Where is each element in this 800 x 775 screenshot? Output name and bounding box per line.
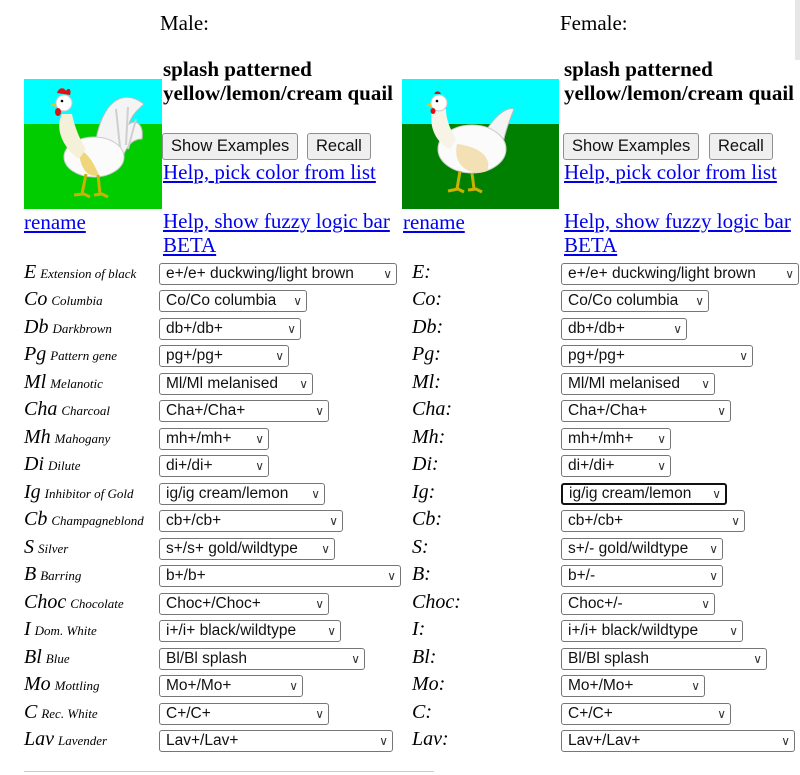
- female-gene-label: Db:: [412, 316, 444, 338]
- select-value: Lav+/Lav+: [166, 732, 239, 749]
- female-gene-label: Co:: [412, 288, 442, 310]
- female-select-cha[interactable]: [561, 400, 731, 422]
- gene-symbol: Co: [24, 288, 48, 310]
- chevron-down-icon: ∨: [299, 377, 308, 391]
- male-show-examples-button[interactable]: Show Examples: [162, 133, 298, 160]
- gene-label-mh: [24, 426, 110, 449]
- gene-symbol: Di: [24, 453, 44, 475]
- select-value: C+/C+: [166, 705, 211, 722]
- chevron-down-icon: ∨: [691, 679, 700, 693]
- male-select-cb[interactable]: [159, 510, 343, 532]
- gene-name: Mahogany: [54, 431, 111, 446]
- select-value: i+/i+ black/wildtype: [568, 622, 699, 639]
- male-select-i[interactable]: [159, 620, 341, 642]
- select-value: Choc+/-: [568, 595, 623, 612]
- female-gene-label: S:: [412, 536, 429, 558]
- male-select-co[interactable]: [159, 290, 307, 312]
- chevron-down-icon: ∨: [327, 624, 336, 638]
- female-select-ig[interactable]: [561, 483, 727, 505]
- select-value: mh+/mh+: [568, 430, 634, 447]
- female-select-choc[interactable]: [561, 593, 715, 615]
- gene-name: Dom. White: [34, 623, 97, 638]
- chevron-down-icon: ∨: [717, 404, 726, 418]
- female-gene-label: C:: [412, 701, 432, 723]
- select-value: Co/Co columbia: [166, 292, 277, 309]
- select-value: Cha+/Cha+: [166, 402, 246, 419]
- female-select-mo[interactable]: [561, 675, 705, 697]
- male-select-di[interactable]: [159, 455, 269, 477]
- female-color-name: splash patterned yellow/lemon/cream quail: [564, 57, 795, 105]
- chevron-down-icon: ∨: [383, 267, 392, 281]
- chevron-down-icon: ∨: [695, 294, 704, 308]
- chevron-down-icon: ∨: [293, 294, 302, 308]
- gene-name: Charcoal: [61, 403, 110, 418]
- female-select-b[interactable]: [561, 565, 723, 587]
- gene-label-i: [24, 618, 97, 641]
- gene-symbol: Pg: [24, 343, 47, 365]
- gene-label-mo: [24, 673, 99, 696]
- male-rename-link[interactable]: rename: [24, 210, 86, 234]
- female-select-cb[interactable]: [561, 510, 745, 532]
- gene-name: Mottling: [54, 678, 100, 693]
- chevron-down-icon: ∨: [315, 707, 324, 721]
- gene-name: Rec. White: [41, 706, 98, 721]
- rooster-image: [24, 79, 162, 209]
- chevron-down-icon: ∨: [379, 734, 388, 748]
- chevron-down-icon: ∨: [311, 487, 320, 501]
- female-select-e[interactable]: [561, 263, 799, 285]
- gene-label-di: [24, 453, 81, 476]
- female-show-examples-button[interactable]: Show Examples: [563, 133, 699, 160]
- chevron-down-icon: ∨: [729, 624, 738, 638]
- gene-label-bl: [24, 646, 70, 669]
- gene-name: Extension of black: [40, 266, 137, 281]
- select-value: Mo+/Mo+: [568, 677, 634, 694]
- gene-name: Chocolate: [70, 596, 124, 611]
- gene-symbol: Db: [24, 316, 49, 338]
- female-help-fuzzy-link[interactable]: Help, show fuzzy logic bar BETA: [564, 209, 791, 257]
- chevron-down-icon: ∨: [781, 734, 790, 748]
- gene-label-lav: [24, 728, 107, 751]
- select-value: Cha+/Cha+: [568, 402, 648, 419]
- gene-name: Dilute: [48, 458, 81, 473]
- female-select-pg[interactable]: [561, 345, 753, 367]
- female-select-bl[interactable]: [561, 648, 767, 670]
- gene-name: Silver: [38, 541, 69, 556]
- select-value: e+/e+ duckwing/light brown: [166, 265, 354, 282]
- gene-symbol: B: [24, 563, 37, 585]
- select-value: pg+/pg+: [568, 347, 625, 364]
- gene-symbol: Mh: [24, 426, 51, 448]
- male-select-mo[interactable]: [159, 675, 303, 697]
- chevron-down-icon: ∨: [657, 432, 666, 446]
- chevron-down-icon: ∨: [289, 679, 298, 693]
- select-value: Mo+/Mo+: [166, 677, 232, 694]
- chevron-down-icon: ∨: [673, 322, 682, 336]
- gene-symbol: Lav: [24, 728, 54, 750]
- gene-label-cha: [24, 398, 110, 421]
- gene-name: Champagneblond: [51, 513, 144, 528]
- female-gene-label: Bl:: [412, 646, 437, 668]
- female-select-mh[interactable]: [561, 428, 671, 450]
- gene-name: Barring: [40, 568, 82, 583]
- select-value: Lav+/Lav+: [568, 732, 641, 749]
- select-value: b+/-: [568, 567, 596, 584]
- select-value: s+/s+ gold/wildtype: [166, 540, 298, 557]
- male-select-cha[interactable]: [159, 400, 329, 422]
- male-select-db[interactable]: [159, 318, 301, 340]
- gene-label-s: [24, 536, 68, 559]
- male-select-lav[interactable]: [159, 730, 393, 752]
- chevron-down-icon: ∨: [717, 707, 726, 721]
- gene-name: Darkbrown: [52, 321, 112, 336]
- chevron-down-icon: ∨: [753, 652, 762, 666]
- male-header: Male:: [160, 11, 209, 35]
- gene-name: Melanotic: [50, 376, 103, 391]
- gene-symbol: C: [24, 701, 38, 723]
- select-value: Choc+/Choc+: [166, 595, 261, 612]
- female-gene-label: B:: [412, 563, 431, 585]
- select-value: pg+/pg+: [166, 347, 223, 364]
- select-value: Ml/Ml melanised: [166, 375, 278, 392]
- gene-name: Lavender: [58, 733, 108, 748]
- gene-label-co: [24, 288, 103, 311]
- female-header: Female:: [560, 11, 628, 35]
- female-gene-label: Ig:: [412, 481, 436, 503]
- select-value: di+/di+: [166, 457, 213, 474]
- female-gene-label: Cha:: [412, 398, 452, 420]
- female-gene-label: Mo:: [412, 673, 446, 695]
- select-value: Bl/Bl splash: [166, 650, 247, 667]
- female-gene-label: Choc:: [412, 591, 461, 613]
- female-select-di[interactable]: [561, 455, 671, 477]
- gene-name: Blue: [45, 651, 70, 666]
- gene-symbol: S: [24, 536, 34, 558]
- gene-symbol: Mo: [24, 673, 51, 695]
- chevron-down-icon: ∨: [785, 267, 794, 281]
- gene-label-c: [24, 701, 98, 724]
- select-value: e+/e+ duckwing/light brown: [568, 265, 756, 282]
- gene-label-cb: [24, 508, 144, 531]
- chevron-down-icon: ∨: [329, 514, 338, 528]
- female-recall-button[interactable]: Recall: [709, 133, 773, 160]
- select-value: Ml/Ml melanised: [568, 375, 680, 392]
- male-select-s[interactable]: [159, 538, 335, 560]
- chevron-down-icon: ∨: [387, 569, 396, 583]
- chevron-down-icon: ∨: [287, 322, 296, 336]
- female-help-pick-link[interactable]: Help, pick color from list: [564, 160, 777, 184]
- female-select-ml[interactable]: [561, 373, 715, 395]
- male-select-b[interactable]: [159, 565, 401, 587]
- female-gene-label: Mh:: [412, 426, 446, 448]
- chevron-down-icon: ∨: [351, 652, 360, 666]
- select-value: di+/di+: [568, 457, 615, 474]
- female-gene-label: Ml:: [412, 371, 441, 393]
- gene-symbol: Ig: [24, 481, 41, 503]
- select-value: mh+/mh+: [166, 430, 232, 447]
- gene-name: Columbia: [51, 293, 103, 308]
- female-gene-label: I:: [412, 618, 426, 640]
- gene-name: Inhibitor of Gold: [44, 486, 134, 501]
- female-select-lav[interactable]: [561, 730, 795, 752]
- select-value: cb+/cb+: [166, 512, 222, 529]
- gene-label-ig: [24, 481, 134, 504]
- gene-symbol: Bl: [24, 646, 42, 668]
- gene-symbol: Choc: [24, 591, 67, 613]
- female-gene-label: Di:: [412, 453, 439, 475]
- chevron-down-icon: ∨: [701, 377, 710, 391]
- gene-symbol: I: [24, 618, 31, 640]
- select-value: ig/ig cream/lemon: [166, 485, 289, 502]
- gene-symbol: Ml: [24, 371, 47, 393]
- gene-label-b: [24, 563, 81, 586]
- chevron-down-icon: ∨: [255, 459, 264, 473]
- select-value: Co/Co columbia: [568, 292, 679, 309]
- female-select-co[interactable]: [561, 290, 709, 312]
- gene-label-e: [24, 261, 136, 284]
- male-select-c[interactable]: [159, 703, 329, 725]
- chevron-down-icon: ∨: [315, 597, 324, 611]
- chevron-down-icon: ∨: [701, 597, 710, 611]
- female-gene-label: Lav:: [412, 728, 449, 750]
- gene-symbol: Cha: [24, 398, 58, 420]
- select-value: cb+/cb+: [568, 512, 624, 529]
- gene-label-choc: [24, 591, 124, 614]
- gene-name: Pattern gene: [50, 348, 118, 363]
- scrollbar[interactable]: [795, 0, 800, 60]
- chevron-down-icon: ∨: [275, 349, 284, 363]
- male-select-pg[interactable]: [159, 345, 289, 367]
- chevron-down-icon: ∨: [255, 432, 264, 446]
- chevron-down-icon: ∨: [739, 349, 748, 363]
- male-select-ig[interactable]: [159, 483, 325, 505]
- select-value: s+/- gold/wildtype: [568, 540, 689, 557]
- select-value: ig/ig cream/lemon: [569, 485, 692, 502]
- male-select-choc[interactable]: [159, 593, 329, 615]
- male-help-fuzzy-link[interactable]: Help, show fuzzy logic bar BETA: [163, 209, 390, 257]
- chevron-down-icon: ∨: [712, 487, 721, 501]
- select-value: C+/C+: [568, 705, 613, 722]
- male-select-e[interactable]: [159, 263, 397, 285]
- gene-label-pg: [24, 343, 117, 366]
- gene-label-db: [24, 316, 112, 339]
- gene-label-ml: [24, 371, 103, 394]
- chevron-down-icon: ∨: [731, 514, 740, 528]
- male-recall-button[interactable]: Recall: [307, 133, 371, 160]
- male-select-bl[interactable]: [159, 648, 365, 670]
- female-select-s[interactable]: [561, 538, 723, 560]
- female-select-i[interactable]: [561, 620, 743, 642]
- hen-image: [402, 79, 559, 209]
- male-select-mh[interactable]: [159, 428, 269, 450]
- female-rename-link[interactable]: rename: [403, 210, 465, 234]
- male-help-pick-link[interactable]: Help, pick color from list: [163, 160, 376, 184]
- female-select-db[interactable]: [561, 318, 687, 340]
- female-select-c[interactable]: [561, 703, 731, 725]
- select-value: i+/i+ black/wildtype: [166, 622, 297, 639]
- select-value: Bl/Bl splash: [568, 650, 649, 667]
- chevron-down-icon: ∨: [321, 542, 330, 556]
- female-gene-label: Pg:: [412, 343, 441, 365]
- female-gene-label: Cb:: [412, 508, 442, 530]
- gene-symbol: E: [24, 261, 37, 283]
- male-select-ml[interactable]: [159, 373, 313, 395]
- chevron-down-icon: ∨: [709, 569, 718, 583]
- divider: [24, 771, 434, 772]
- select-value: db+/db+: [166, 320, 223, 337]
- chevron-down-icon: ∨: [657, 459, 666, 473]
- chevron-down-icon: ∨: [315, 404, 324, 418]
- chevron-down-icon: ∨: [709, 542, 718, 556]
- female-gene-label: E:: [412, 261, 431, 283]
- select-value: b+/b+: [166, 567, 206, 584]
- gene-symbol: Cb: [24, 508, 48, 530]
- male-color-name: splash patterned yellow/lemon/cream quail: [163, 57, 394, 105]
- select-value: db+/db+: [568, 320, 625, 337]
